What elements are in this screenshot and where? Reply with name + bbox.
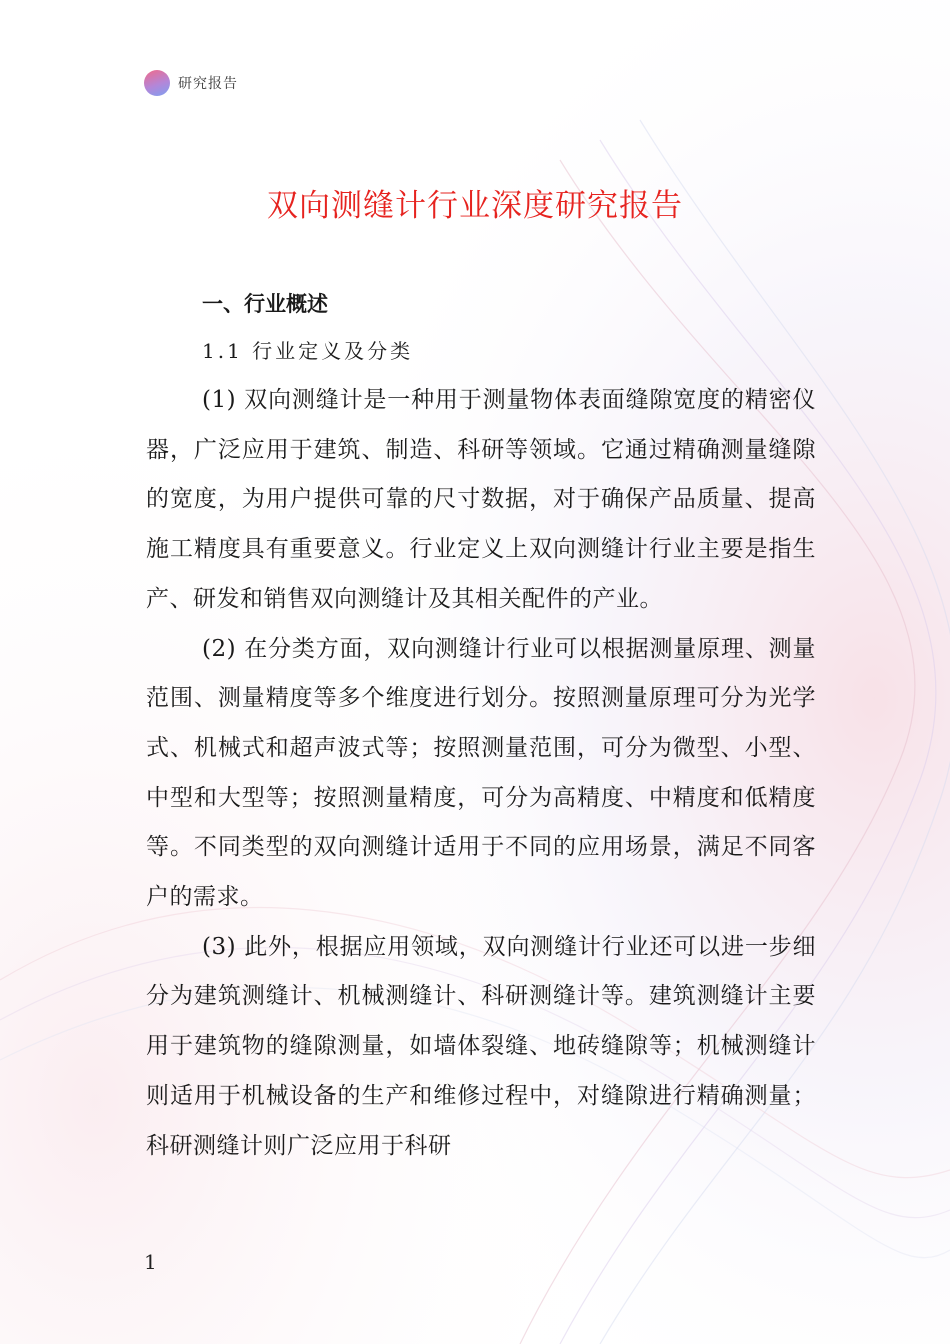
document-header <box>144 68 238 98</box>
paragraph-3: (3) 此外，根据应用领域，双向测缝计行业还可以进一步细分为建筑测缝计、机械测缝计、科研测缝计等。建筑测缝计主要用于建筑物的缝隙测量，如墙体裂缝、地砖缝隙等；机械测缝计则适用于机械设备的生产和维修过程中，对缝隙进行精确测量；科研测缝计则广泛应用于科研 <box>146 933 816 1159</box>
paragraph-1: (1) 双向测缝计是一种用于测量物体表面缝隙宽度的精密仪器，广泛应用于建筑、制造、科研等领域。它通过精确测量缝隙的宽度，为用户提供可靠的尺寸数据，对于确保产品质量、提高施工精度具有重要意义。行业定义上双向测缝计行业主要是指生产、研发和销售双向测缝计及其相关配件的产业。 <box>146 387 816 612</box>
header-label: 研究报告 <box>178 76 238 92</box>
document-title: 双向测缝计行业深度研究报告 <box>267 188 683 224</box>
paragraph-2: (2) 在分类方面，双向测缝计行业可以根据测量原理、测量范围、测量精度等多个维度进行划分。按照测量原理可分为光学式、机械式和超声波式等；按照测量范围，可分为微型、小型、中型和大型等；按照测量精度，可分为高精度、中精度和低精度等。不同类型的双向测缝计适用于不同的应用场景，满足不同客户的需求。 <box>146 635 816 911</box>
page-number: 1 <box>144 1250 157 1274</box>
subsection-heading: 1.1 行业定义及分类 <box>202 339 414 363</box>
document-body <box>146 282 816 1171</box>
logo-circle-icon <box>144 70 170 96</box>
section-heading: 一、行业概述 <box>202 292 328 316</box>
